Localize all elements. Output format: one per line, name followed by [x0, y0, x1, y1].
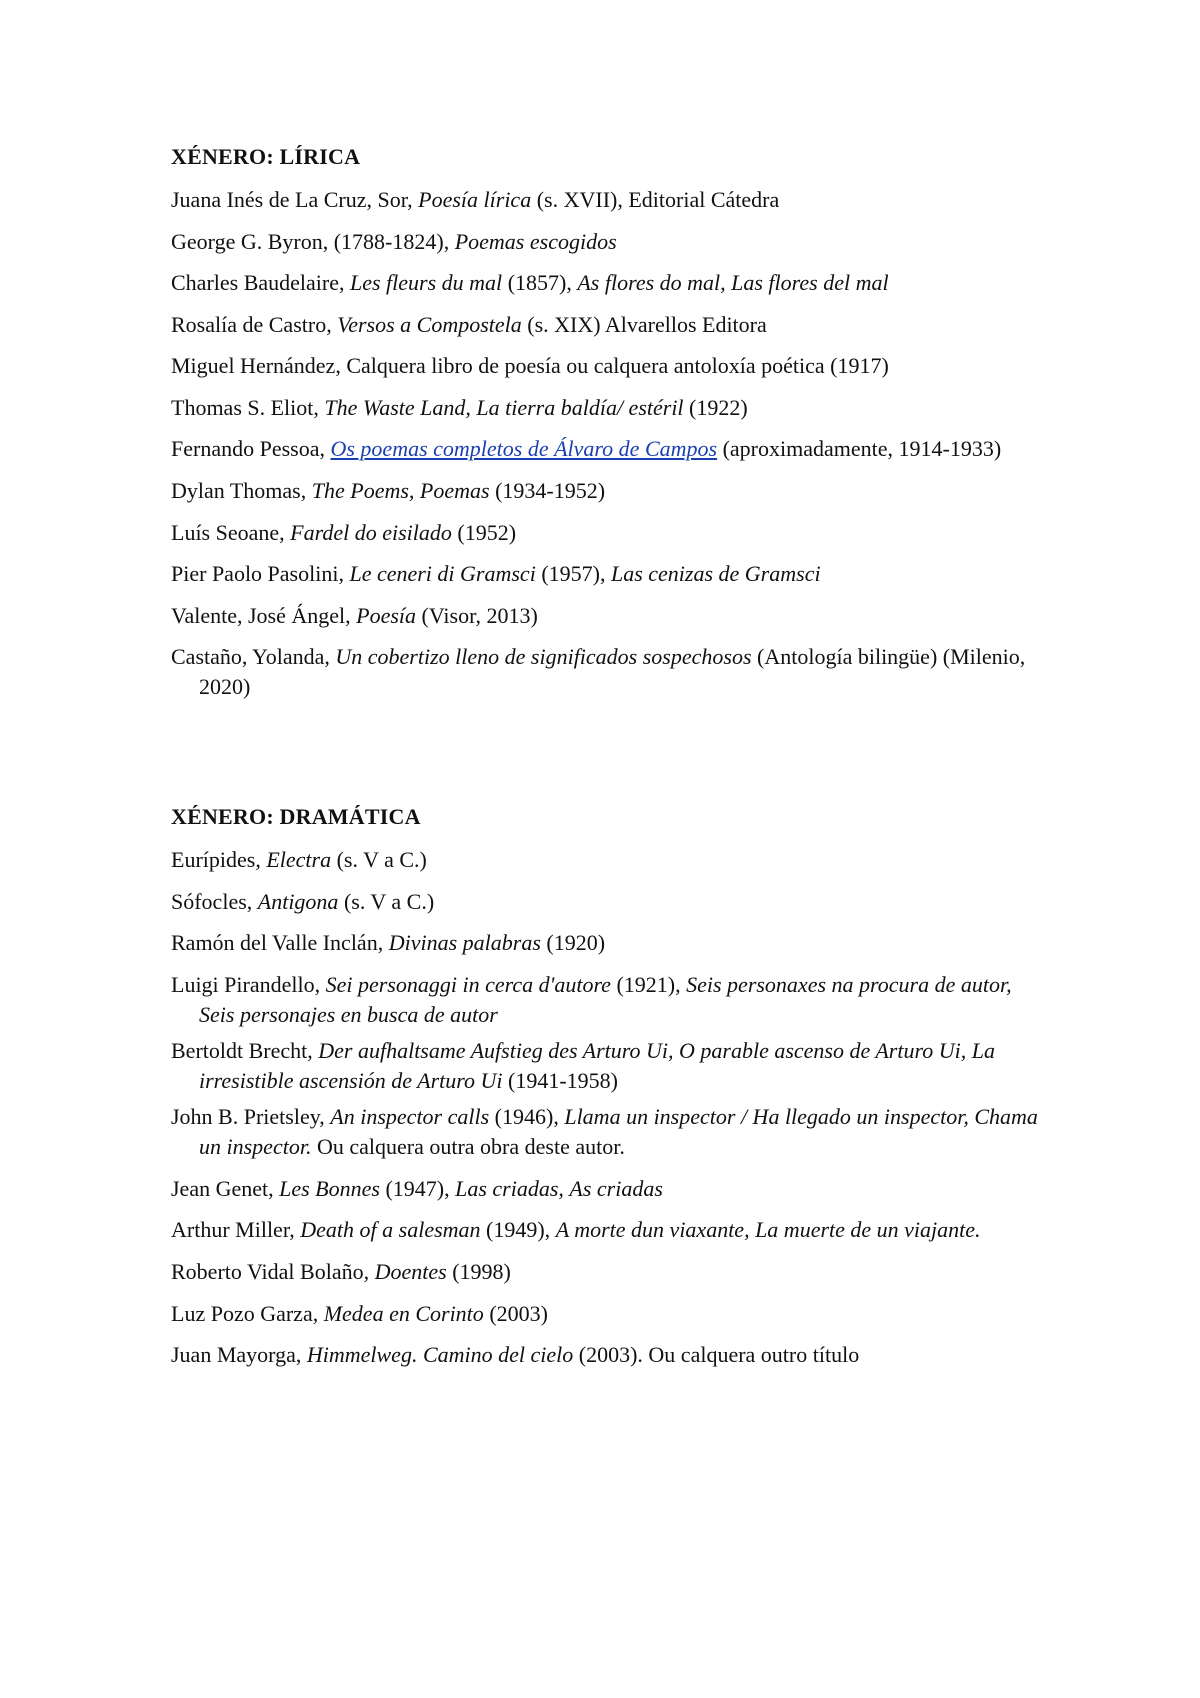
entry-text: Fernando Pessoa, — [171, 436, 331, 461]
entry-text: Luz Pozo Garza, — [171, 1300, 324, 1326]
bibliography-entry — [171, 221, 1041, 263]
work-title: Doentes — [374, 1259, 447, 1284]
bibliography-entry — [171, 434, 1041, 464]
entry-text: (1920) — [540, 930, 606, 955]
entry-text: (1941-1958) — [502, 1067, 618, 1093]
work-title: The Poems, Poemas — [311, 478, 490, 503]
entry-text: Jean Genet, — [171, 1175, 280, 1201]
work-title: A morte dun viaxante, La muerte de un viajante. — [555, 1217, 981, 1242]
bibliography-entry — [171, 262, 1041, 304]
work-title: Poesía — [356, 602, 417, 628]
entry-text: (Visor, 2013) — [416, 602, 538, 628]
bibliography-entry — [171, 304, 1041, 346]
entry-text: Eurípides, — [171, 847, 267, 872]
work-title: Un cobertizo lleno de significados sospechosos — [335, 644, 752, 669]
work-title: An inspector calls — [330, 1103, 490, 1129]
entry-text: (1921), — [610, 971, 687, 997]
bibliography-entry — [171, 1293, 1041, 1335]
entry-list — [171, 179, 1041, 702]
entry-text: (1934-1952) — [489, 478, 606, 503]
entry-text: Juana Inés de La Cruz, Sor, — [171, 187, 419, 212]
title-link[interactable]: Os poemas completos de Álvaro de Campos — [330, 436, 718, 461]
entry-text: Ramón del Valle Inclán, — [171, 930, 389, 955]
bibliography-entry — [171, 1251, 1041, 1293]
work-title: Medea en Corinto — [323, 1300, 484, 1326]
entry-text: (aproximadamente, 1914-1933) — [717, 436, 1002, 461]
work-title: Antigona — [257, 888, 339, 914]
work-title: Poemas escogidos — [454, 228, 617, 254]
entry-text: (1949), — [480, 1217, 556, 1242]
work-title: Fardel do eisilado — [290, 519, 452, 545]
bibliography-entry — [171, 642, 1041, 702]
work-title: Himmelweg. Camino del cielo — [306, 1342, 574, 1367]
bibliography-entry — [171, 1102, 1041, 1162]
work-title: Poesía lírica — [418, 187, 532, 212]
bibliography-entry — [171, 1168, 1041, 1210]
entry-text: Arthur Miller, — [171, 1217, 301, 1242]
bibliography-entry — [171, 470, 1041, 512]
work-title: Las criadas — [455, 1175, 559, 1201]
work-title: Electra — [266, 847, 332, 872]
bibliography-entry — [171, 839, 1041, 881]
work-title: Llama un inspector / Ha llegado un inspector, Chama un inspector. — [199, 1103, 1038, 1159]
entry-text: (1998) — [446, 1259, 511, 1284]
entry-text: Dylan Thomas, — [171, 478, 312, 503]
bibliography-entry — [171, 1334, 1041, 1376]
entry-text: (2003) — [483, 1300, 548, 1326]
entry-text: Sófocles, — [171, 888, 258, 914]
entry-list — [171, 839, 1041, 1376]
section-lirica — [171, 143, 1041, 708]
bibliography-entry — [171, 970, 1041, 1030]
entry-text: (s. V a C.) — [331, 847, 427, 872]
bibliography-entry — [171, 553, 1041, 595]
bibliography-entry — [171, 387, 1041, 429]
bibliography-entry — [171, 881, 1041, 923]
entry-text: Castaño, Yolanda, — [171, 644, 336, 669]
entry-text: Miguel Hernández, Calquera libro de poesía ou calquera antoloxía poética (1917) — [171, 353, 889, 378]
entry-text: Thomas S. Eliot, — [171, 394, 325, 420]
work-title: Seis personaxes na procura de autor, Seis personajes en busca de autor — [199, 971, 1012, 1027]
work-title: Death of a salesman — [300, 1217, 481, 1242]
work-title: Les fleurs du mal — [350, 270, 503, 295]
section-heading: XÉNERO: LÍRICA — [171, 144, 361, 169]
bibliography-entry — [171, 179, 1041, 221]
bibliography-entry — [171, 922, 1041, 964]
work-title: Le ceneri di Gramsci — [349, 561, 536, 586]
entry-text: Charles Baudelaire, — [171, 270, 350, 295]
entry-text: Roberto Vidal Bolaño, — [171, 1259, 375, 1284]
entry-text: (1946), — [489, 1103, 565, 1129]
work-title: Der aufhaltsame Aufstieg des Arturo Ui, O parable ascenso de Arturo Ui, La irresistible ascensión de Arturo Ui — [199, 1037, 995, 1093]
bibliography-entry — [171, 1215, 1041, 1245]
entry-text: Bertoldt Brecht, — [171, 1037, 319, 1063]
bibliography-entry — [171, 595, 1041, 637]
entry-text: John B. Prietsley, — [171, 1103, 331, 1129]
entry-text: (Antología bilingüe) (Milenio, 2020) — [199, 644, 1026, 699]
entry-text: (2003). Ou calquera outro título — [573, 1342, 860, 1367]
entry-text: (1957), — [535, 561, 611, 586]
entry-text: (s. XIX) Alvarellos Editora — [521, 311, 767, 337]
entry-text: Luigi Pirandello, — [171, 971, 326, 997]
entry-text: Ou calquera outra obra deste autor. — [311, 1133, 625, 1159]
entry-text: (1952) — [451, 519, 517, 545]
entry-text: (s. XVII), Editorial Cátedra — [531, 187, 780, 212]
entry-text: Luís Seoane, — [171, 519, 291, 545]
work-title: Les Bonnes — [279, 1175, 380, 1201]
entry-text: , — [558, 1175, 570, 1201]
bibliography-entry — [171, 1036, 1041, 1096]
work-title: Las cenizas de Gramsci — [610, 561, 821, 586]
entry-text: Juan Mayorga, — [171, 1342, 307, 1367]
entry-text: Pier Paolo Pasolini, — [171, 561, 350, 586]
entry-text: (1922) — [683, 394, 748, 420]
bibliography-entry — [171, 345, 1041, 387]
entry-text: Valente, José Ángel, — [171, 602, 357, 628]
section-dramatica — [171, 803, 1041, 1376]
entry-text: Rosalía de Castro, — [171, 311, 338, 337]
work-title: Divinas palabras — [388, 930, 541, 955]
work-title: Sei personaggi in cerca d'autore — [325, 971, 611, 997]
entry-text: (1857), — [502, 270, 578, 295]
entry-text: (s. V a C.) — [338, 888, 435, 914]
work-title: The Waste Land, La tierra baldía/ estéril — [324, 394, 684, 420]
section-heading: XÉNERO: DRAMÁTICA — [171, 804, 421, 829]
work-title: As criadas — [569, 1175, 663, 1201]
work-title: As flores do mal, Las flores del mal — [577, 270, 889, 295]
work-title: Versos a Compostela — [337, 311, 522, 337]
bibliography-entry — [171, 512, 1041, 554]
entry-text: (1947), — [379, 1175, 456, 1201]
entry-text: George G. Byron, (1788-1824), — [171, 228, 455, 254]
